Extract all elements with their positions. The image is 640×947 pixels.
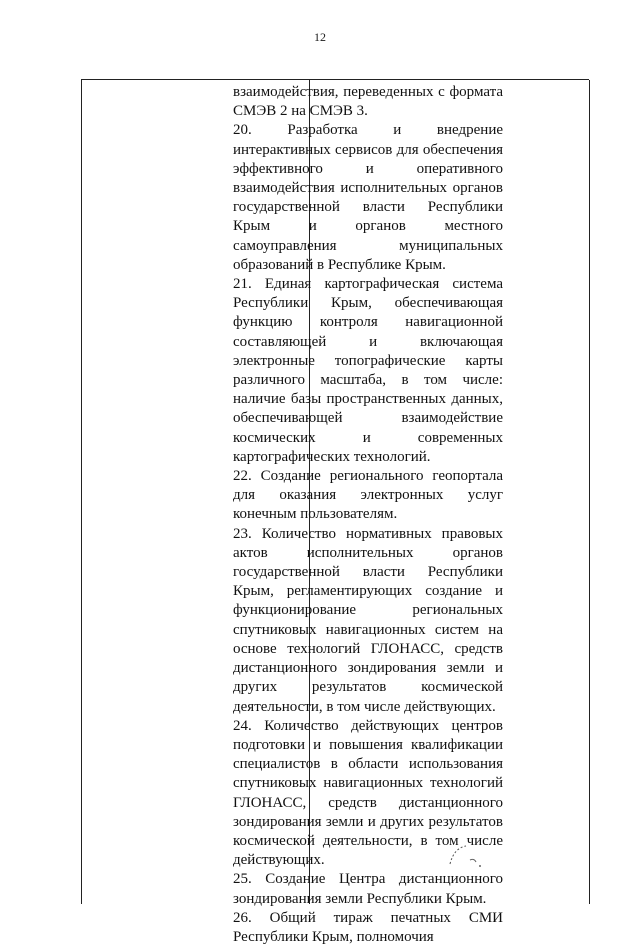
list-item: 26. Общий тираж печатных СМИ Республики Крым, полномочия bbox=[233, 909, 503, 945]
list-item: 23. Количество нормативных правовых актов исполнительных органов государственной власти Республики Крым, регламентирующих создание и функционирование региональных спутниковых навигационных систем на основе технологий ГЛОНАСС, средств дистанционного зондирования земли и других результатов космической деятельности, в том числе действующих. bbox=[233, 525, 503, 715]
list-item: 24. Количество действующих центров подготовки и повышения квалификации специалистов в области использования спутниковых навигационных технологий ГЛОНАСС, средств дистанционного зондирования земли и других результатов космической деятельности, в том числе действующих. bbox=[233, 717, 503, 869]
list-item: 20. Разработка и внедрение интерактивных сервисов для обеспечения эффективного и оперативного взаимодействия исполнительных органов государственной власти Республики Крым и органов местного самоуправления муниципальных образований в Республике Крым. bbox=[233, 122, 503, 273]
stamp-mark bbox=[444, 842, 496, 870]
list-item: 25. Создание Центра дистанционного зондирования земли Республики Крым. bbox=[233, 871, 503, 907]
table-right-cell-content bbox=[233, 83, 503, 947]
list-item: 21. Единая картографическая система Республики Крым, обеспечивающая функцию контроля навигационной составляющей и включающая электронные топографические карты различного масштаба, в том числе: наличие базы пространственных данных, обеспечивающей взаимодействие космических и современных картографических технологий. bbox=[233, 276, 503, 465]
list-item: 22. Создание регионального геопортала для оказания электронных услуг конечным пользователям. bbox=[233, 468, 503, 523]
page-number: 12 bbox=[314, 30, 326, 44]
list-item: взаимодействия, переведенных с формата СМЭВ 2 на СМЭВ 3. bbox=[233, 84, 503, 120]
